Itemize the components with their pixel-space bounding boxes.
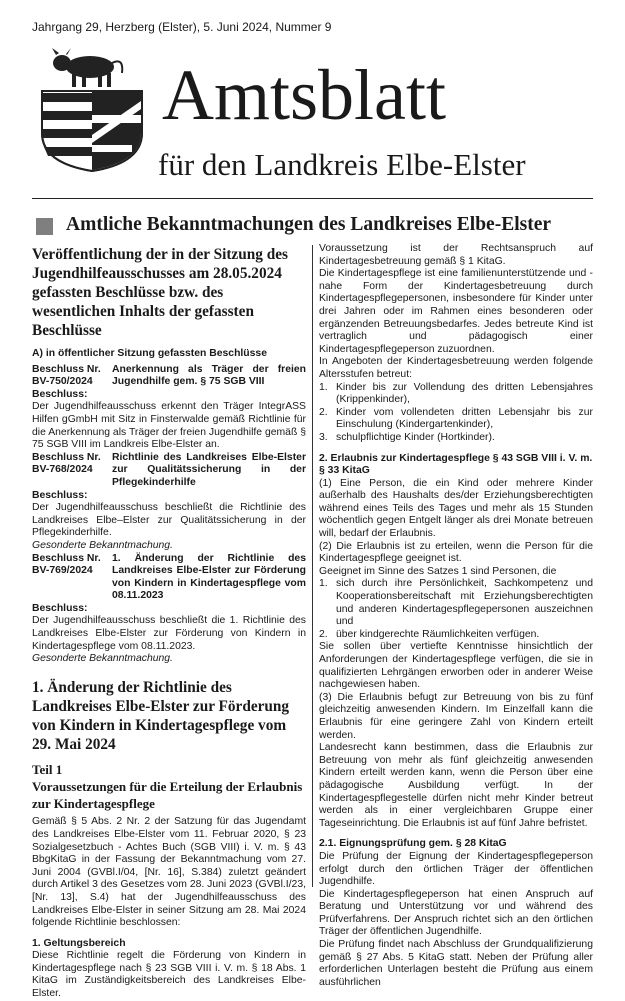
list-item: 3. schulpflichtige Kinder (Hortkinder). bbox=[319, 431, 495, 443]
paragraph: Landesrecht kann bestimmen, dass die Erlaubnis zur Betreuung von mehr als fünf gleichzeitig anwesenden Kindern erteilt werden kann, wenn die Person über eine pädagogische Ausbildung verfügt. In der Kindertagespflegestelle dürfen nicht mehr Kinder betreut werden als in einer vergleichbaren Gruppe einer Tageseinrichtung. Die Erlaubnis ist auf fünf Jahre befristet. bbox=[319, 742, 593, 829]
intro-paragraph: Gemäß § 5 Abs. 2 Nr. 2 der Satzung für das Jugendamt des Landkreises Elbe-Elster vom 11. Februar 2020, § 23 Sozialgesetzbuch - Achtes Buch (SGB VIII) i. V. m. § 43 BbgKitaG in der Fassung der Bekanntmachung vom 27. Juni 2004 (GVBl.I/04, [Nr. 16], S.384) zuletzt geändert durch Artikel 3 des Gesetzes vom 28. Juni 2023 (GVBl.I/23, [Nr. 13], S.4) hat der Jugendhilfeausschuss des Landkreises Elbe-Elster in seiner Sitzung am 28. Mai 2024 folgende Richtlinie beschlossen: bbox=[32, 816, 306, 929]
list-item: 1. sich durch ihre Persönlichkeit, Sachkompetenz und Kooperationsbereitschaft mit Erziehungsberechtigten und anderen Kindertagespflegepersonen auszeichnen und bbox=[319, 578, 593, 628]
resolution-subject: 1. Änderung der Richtlinie des Landkreises Elbe-Elster zur Förderung von Kindern in Kindertagespflege vom 08.11.2023 bbox=[112, 552, 306, 602]
resolution-number: Beschluss Nr. BV-750/2024 bbox=[32, 363, 101, 388]
left-column bbox=[32, 243, 306, 1001]
resolution-header bbox=[32, 452, 306, 490]
resolution-label: Beschluss: bbox=[32, 388, 88, 400]
resolution-body: Der Jugendhilfeausschuss erkennt den Träger IntegrASS Hilfen gGmbH mit Sitz in Finsterwalde gemäß Richtlinie für die Anerkennung als Träger der freien Jugendhilfe gemäß § 75 SGB VIII im Landkreis Elbe-Elster an. bbox=[32, 401, 306, 451]
list-item: 2. Kinder vom vollendeten dritten Lebensjahr bis zur Einschulung (Kindergartenkinder), bbox=[319, 406, 593, 431]
article-title: 1. Änderung der Richtlinie des Landkreises Elbe-Elster zur Förderung von Kindern in Kindertagespflege vom 29. Mai 2024 bbox=[32, 678, 290, 753]
part-heading: Teil 1 bbox=[32, 761, 63, 777]
issue-meta: Jahrgang 29, Herzberg (Elster), 5. Juni 2024, Nummer 9 bbox=[32, 20, 332, 34]
suitability-list bbox=[319, 578, 593, 641]
masthead-subtitle: für den Landkreis Elbe-Elster bbox=[158, 147, 526, 182]
bull-figure bbox=[52, 48, 122, 87]
resolution-label: Beschluss: bbox=[32, 489, 88, 501]
resolution-header bbox=[32, 364, 306, 389]
resolution-header bbox=[32, 553, 306, 603]
coat-of-arms-icon bbox=[32, 45, 152, 173]
resolution-body: Der Jugendhilfeausschuss beschließt die Richtlinie des Landkreises Elbe–Elster zur Qualitätssicherung in der Pflegekinderhilfe. bbox=[32, 502, 306, 539]
section-banner: Amtliche Bekanntmachungen des Landkreises Elbe-Elster bbox=[66, 214, 552, 235]
section-heading: 2.1. Eignungsprüfung gem. § 28 KitaG bbox=[319, 838, 507, 850]
part-subheading: Voraussetzungen für die Erteilung der Erlaubnis zur Kindertagespflege bbox=[32, 779, 303, 811]
resolution-number: Beschluss Nr. BV-768/2024 bbox=[32, 451, 101, 476]
column-divider bbox=[312, 245, 313, 887]
paragraph: (3) Die Erlaubnis befugt zur Betreuung von bis zu fünf gleichzeitig anwesenden Kindern. Im Einzelfall kann die Erlaubnis für eine geringere Zahl von Kindern erteilt werden. bbox=[319, 691, 593, 741]
subsection-heading: A) in öffentlicher Sitzung gefassten Beschlüsse bbox=[32, 348, 267, 359]
article-title: Veröffentlichung der in der Sitzung des Jugendhilfeausschusses am 28.05.2024 gefassten Beschlüsse bzw. des wesentlichen Inhalts der gefassten Beschlüsse bbox=[32, 246, 288, 339]
masthead-title: Amtsblatt bbox=[162, 55, 446, 135]
paragraph: Die Prüfung der Eignung der Kindertagespflegeperson erfolgt durch den örtlichen Träger der öffentlichen Jugendhilfe. bbox=[319, 850, 593, 888]
paragraph: (1) Eine Person, die ein Kind oder mehrere Kinder außerhalb des Haushalts des/der Erziehungsberechtigten während eines Teils des Tages und mehr als 15 Stunden wöchentlich gegen Entgelt länger als drei Monate betreuen will, bedarf der Erlaubnis. bbox=[319, 477, 593, 540]
section-body: Diese Richtlinie regelt die Förderung von Kindern in Kindertagespflege nach § 23 SGB VIII i. V. m. § 18 Abs. 1 KitaG im Zuständigkeitsbereich des Landkreises Elbe-Elster. bbox=[32, 950, 306, 1000]
paragraph: (2) Die Erlaubnis ist zu erteilen, wenn die Person für die Kindertagespflege geeignet ist. bbox=[319, 540, 593, 565]
resolution-note: Gesonderte Bekanntmachung. bbox=[32, 653, 173, 665]
paragraph: Die Prüfung findet nach Abschluss der Grundqualifizierung gemäß § 27 Abs. 5 KitaG statt. Neben der Prüfung aller erforderlichen Unterlagen besteht die Prüfung aus einem ausführlichen bbox=[319, 939, 593, 988]
paragraph: Die Kindertagespflege ist eine familienunterstützende und -nahe Form der Kindertagesbetreuung durch Kindertagespflegepersonen, insbesondere für Kinder unter drei Jahren oder im Rahmen eines besonderen oder ergänzenden Betreuungsbedarfes. Jedes betreute Kind ist vertraglich und pädagogisch einer Kindertagespflegeperson zuzuordnen. bbox=[319, 268, 593, 355]
paragraph: In Angeboten der Kindertagesbetreuung werden folgende Altersstufen betreut: bbox=[319, 356, 593, 380]
paragraph: Die Kindertagespflegeperson hat einen Anspruch auf Beratung und Unterstützung vor und während des Prüfverfahrens. Der Anspruch richtet sich an den örtlichen Träger der öffentlichen Jugendhilfe. bbox=[319, 888, 593, 938]
list-item: 1. Kinder bis zur Vollendung des dritten Lebensjahres (Krippenkinder), bbox=[319, 381, 593, 406]
section-heading: 1. Geltungsbereich bbox=[32, 937, 126, 949]
header-divider bbox=[32, 198, 593, 199]
paragraph: Geeignet im Sinne des Satzes 1 sind Personen, die bbox=[319, 565, 557, 577]
resolution-label: Beschluss: bbox=[32, 602, 88, 614]
resolution-subject: Anerkennung als Träger der freien Jugendhilfe gem. § 75 SGB VIII bbox=[112, 363, 306, 388]
paragraph: Voraussetzung ist der Rechtsanspruch auf Kindertagesbetreuung gemäß § 1 KitaG. bbox=[319, 243, 593, 267]
right-column bbox=[319, 243, 593, 989]
section-marker bbox=[36, 218, 53, 235]
list-item: 2. über kindgerechte Räumlichkeiten verfügen. bbox=[319, 628, 540, 640]
resolution-subject: Richtlinie des Landkreises Elbe-Elster zur Qualitätssicherung in der Pflegekinderhilfe bbox=[112, 451, 306, 488]
resolution-number: Beschluss Nr. BV-769/2024 bbox=[32, 552, 101, 577]
section-heading: 2. Erlaubnis zur Kindertagespflege § 43 SGB VIII i. V. m. § 33 KitaG bbox=[319, 452, 593, 477]
paragraph: Sie sollen über vertiefte Kenntnisse hinsichtlich der Anforderungen der Kindertagespflege verfügen, die sie in qualifizierten Lehrgängen erworben oder in anderer Weise nachgewiesen haben. bbox=[319, 641, 593, 691]
age-group-list bbox=[319, 382, 593, 445]
resolution-note: Gesonderte Bekanntmachung. bbox=[32, 539, 173, 551]
resolution-body: Der Jugendhilfeausschuss beschließt die 1. Richtlinie des Landkreises Elbe-Elster zur Förderung von Kindern in Kindertagespflege vom 08.11.2023. bbox=[32, 615, 306, 652]
